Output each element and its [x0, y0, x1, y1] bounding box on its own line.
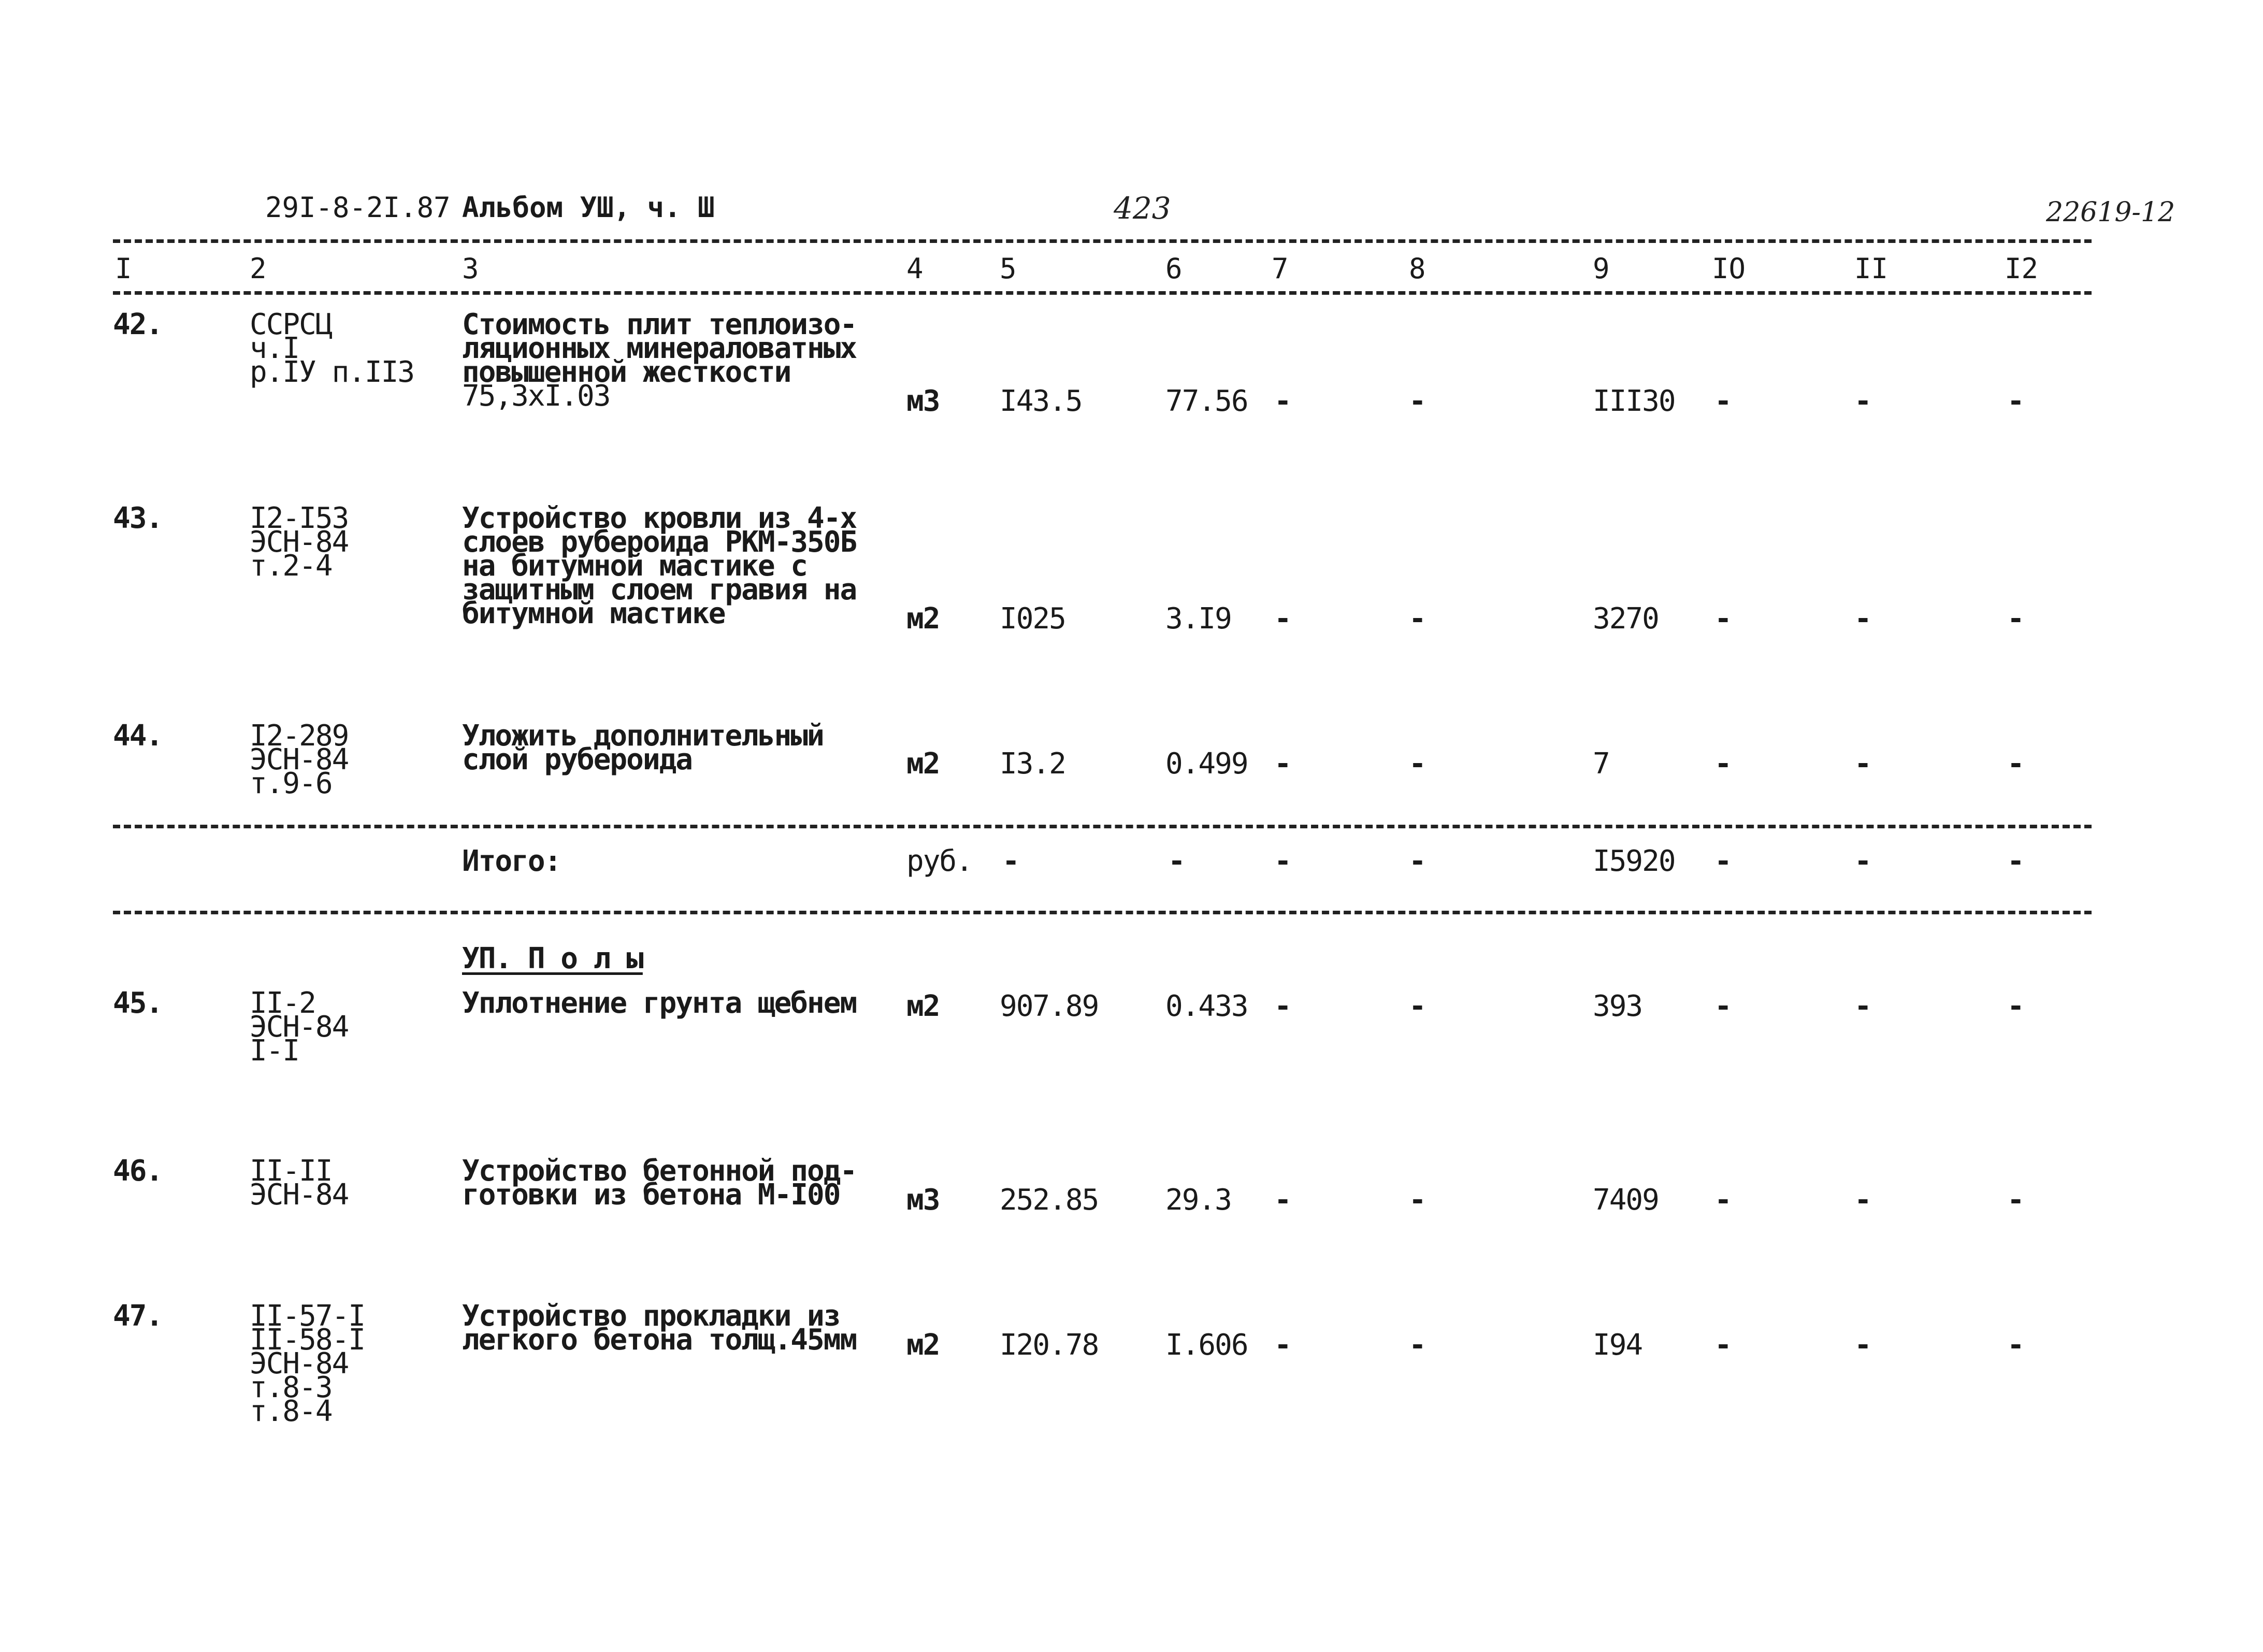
- row-c7: -: [1274, 1183, 1291, 1217]
- row-c9: 7409: [1593, 1183, 1659, 1217]
- row-desc-line: готовки из бетона М-I00: [462, 1178, 840, 1212]
- row-c9: 3270: [1593, 602, 1659, 636]
- row-c11: -: [1854, 1183, 1871, 1217]
- total-c7: -: [1274, 844, 1291, 878]
- row-c10: -: [1714, 602, 1731, 636]
- row-c10: -: [1714, 747, 1731, 781]
- row-qty: I20.78: [1000, 1328, 1099, 1362]
- row-desc-line: защитным слоем гравия на: [462, 573, 857, 607]
- row-c7: -: [1274, 384, 1291, 418]
- row-desc-line: слоев рубероида РКМ-350Б: [462, 525, 857, 559]
- row-c11: -: [1854, 989, 1871, 1023]
- col-header: I: [115, 252, 132, 285]
- total-price: -: [1168, 844, 1185, 878]
- row-c9: 393: [1593, 989, 1642, 1023]
- row-unit: м2: [906, 1328, 940, 1362]
- row-unit: м3: [906, 1183, 940, 1217]
- row-code-line: ЭСН-84: [250, 1010, 349, 1044]
- row-c11: -: [1854, 747, 1871, 781]
- row-code-line: II-57-I: [250, 1299, 365, 1333]
- row-desc-line: легкого бетона толщ.45мм: [462, 1323, 857, 1357]
- col-header: 5: [1000, 252, 1017, 285]
- row-number: 45.: [113, 986, 163, 1020]
- col-header: I2: [2005, 252, 2039, 285]
- row-unit: м3: [906, 384, 940, 418]
- row-c7: -: [1274, 1328, 1291, 1362]
- row-c11: -: [1854, 1328, 1871, 1362]
- header-rule-top: [113, 239, 2092, 243]
- total-label: Итого:: [462, 844, 561, 878]
- row-c9: I94: [1593, 1328, 1642, 1362]
- row-code-line: ЭСН-84: [250, 1347, 349, 1381]
- row-desc-line: 75,3хI.03: [462, 379, 610, 413]
- col-header: 9: [1593, 252, 1610, 285]
- header-rule-bottom: [113, 291, 2092, 295]
- row-c12: -: [2007, 989, 2024, 1023]
- row-c12: -: [2007, 1183, 2024, 1217]
- row-c8: -: [1409, 602, 1425, 636]
- row-price: 0.433: [1165, 989, 1248, 1023]
- row-code-line: ЭСН-84: [250, 1178, 349, 1212]
- row-desc-line: битумной мастике: [462, 597, 725, 630]
- row-c11: -: [1854, 384, 1871, 418]
- row-c8: -: [1409, 384, 1425, 418]
- col-header: 7: [1272, 252, 1289, 285]
- row-c8: -: [1409, 989, 1425, 1023]
- row-qty: 907.89: [1000, 989, 1099, 1023]
- row-c7: -: [1274, 602, 1291, 636]
- row-c7: -: [1274, 989, 1291, 1023]
- row-code-line: т.8-3: [250, 1371, 332, 1404]
- page-number: 423: [1114, 191, 1171, 226]
- col-header: 8: [1409, 252, 1426, 285]
- col-header: II: [1854, 252, 1889, 285]
- row-price: 0.499: [1165, 747, 1248, 781]
- total-c8: -: [1409, 844, 1425, 878]
- row-desc-line: на битумной мастике с: [462, 549, 808, 583]
- row-unit: м2: [906, 747, 940, 781]
- row-code-line: ССРСЦ: [250, 308, 332, 341]
- row-c12: -: [2007, 384, 2024, 418]
- row-price: 77.56: [1165, 384, 1248, 418]
- row-number: 47.: [113, 1299, 163, 1333]
- total-c10: -: [1714, 844, 1731, 878]
- row-code-line: II-2: [250, 986, 315, 1020]
- row-desc-line: Уплотнение грунта щебнем: [462, 986, 857, 1020]
- row-qty: I3.2: [1000, 747, 1065, 781]
- row-code-line: I2-I53: [250, 501, 349, 535]
- col-header: 3: [462, 252, 479, 285]
- album-title: Альбом УШ, ч. Ш: [462, 191, 715, 224]
- total-rule-top: [113, 825, 2092, 828]
- row-c11: -: [1854, 602, 1871, 636]
- row-c10: -: [1714, 1328, 1731, 1362]
- row-desc-line: Устройство прокладки из: [462, 1299, 840, 1333]
- col-header: IO: [1712, 252, 1746, 285]
- row-code-line: т.8-4: [250, 1395, 332, 1428]
- row-code-line: I-I: [250, 1034, 299, 1068]
- row-c12: -: [2007, 1328, 2024, 1362]
- row-code-line: т.9-6: [250, 767, 332, 800]
- total-unit: руб.: [906, 844, 972, 878]
- total-qty: -: [1002, 844, 1019, 878]
- col-header: 2: [250, 252, 267, 285]
- row-c10: -: [1714, 989, 1731, 1023]
- row-price: I.606: [1165, 1328, 1248, 1362]
- row-unit: м2: [906, 602, 940, 636]
- row-c10: -: [1714, 1183, 1731, 1217]
- row-number: 42.: [113, 308, 163, 341]
- row-code-line: р.IУ п.II3: [250, 355, 414, 389]
- row-desc-line: слой рубероида: [462, 743, 693, 777]
- row-c12: -: [2007, 602, 2024, 636]
- row-desc-line: Устройство бетонной под-: [462, 1154, 857, 1188]
- row-code-line: II-II: [250, 1154, 332, 1188]
- row-number: 44.: [113, 719, 163, 753]
- row-number: 43.: [113, 501, 163, 535]
- row-qty: I025: [1000, 602, 1065, 636]
- row-unit: м2: [906, 989, 940, 1023]
- row-code-line: ч.I: [250, 332, 299, 365]
- row-desc-line: Уложить дополнительный: [462, 719, 824, 753]
- row-c9: 7: [1593, 747, 1609, 781]
- section-heading: УП. П о л ы: [462, 942, 643, 975]
- row-number: 46.: [113, 1154, 163, 1188]
- row-desc-line: ляционных минераловатных: [462, 332, 857, 365]
- row-price: 3.I9: [1165, 602, 1231, 636]
- row-qty: I43.5: [1000, 384, 1082, 418]
- total-c9: I5920: [1593, 844, 1675, 878]
- col-header: 6: [1165, 252, 1183, 285]
- row-c8: -: [1409, 1183, 1425, 1217]
- total-rule-bottom: [113, 911, 2092, 914]
- row-c12: -: [2007, 747, 2024, 781]
- total-c12: -: [2007, 844, 2024, 878]
- total-c11: -: [1854, 844, 1871, 878]
- row-price: 29.3: [1165, 1183, 1231, 1217]
- row-desc-line: Устройство кровли из 4-х: [462, 501, 857, 535]
- row-qty: 252.85: [1000, 1183, 1099, 1217]
- row-code-line: II-58-I: [250, 1323, 365, 1357]
- document-code: 29I-8-2I.87: [265, 191, 451, 224]
- row-code-line: ЭСН-84: [250, 525, 349, 559]
- row-desc-line: Стоимость плит теплоизо-: [462, 308, 857, 341]
- col-header: 4: [906, 252, 924, 285]
- row-c8: -: [1409, 1328, 1425, 1362]
- doc-number: 22619-12: [2046, 197, 2175, 228]
- row-c8: -: [1409, 747, 1425, 781]
- row-code-line: I2-289: [250, 719, 349, 753]
- row-desc-line: повышенной жесткости: [462, 355, 791, 389]
- row-c9: III30: [1593, 384, 1675, 418]
- row-code-line: т.2-4: [250, 549, 332, 583]
- row-code-line: ЭСН-84: [250, 743, 349, 777]
- row-c10: -: [1714, 384, 1731, 418]
- row-c7: -: [1274, 747, 1291, 781]
